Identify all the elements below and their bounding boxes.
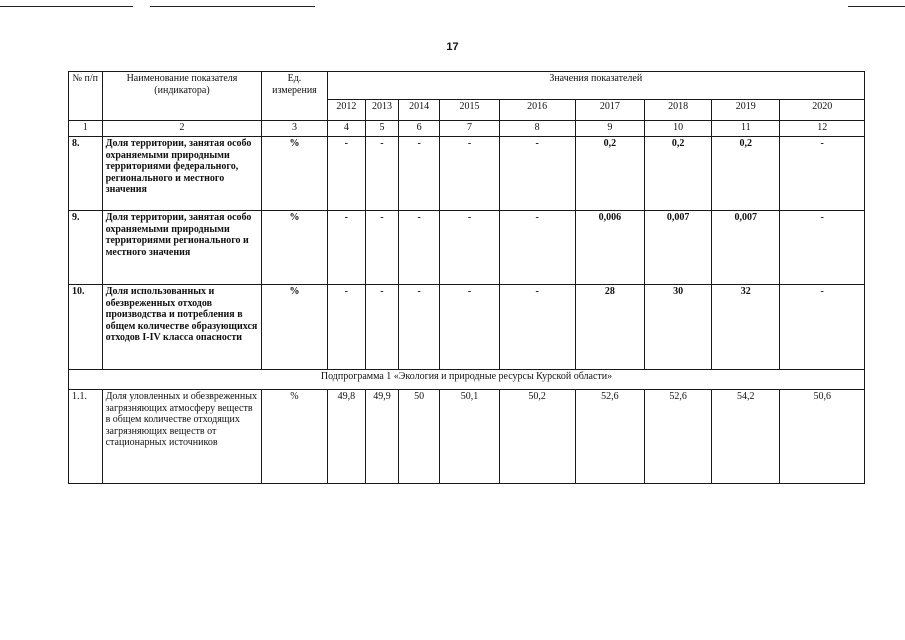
value-cell: - bbox=[366, 137, 399, 211]
header-number: № п/п bbox=[69, 72, 103, 121]
value-cell: 30 bbox=[645, 285, 712, 370]
year-2016: 2016 bbox=[499, 100, 575, 121]
year-2013: 2013 bbox=[366, 100, 399, 121]
scan-edge-line-top-mid bbox=[150, 6, 315, 7]
value-cell: - bbox=[440, 211, 499, 285]
column-index: 7 bbox=[440, 121, 499, 137]
column-index: 9 bbox=[575, 121, 644, 137]
value-cell: 54,2 bbox=[712, 390, 780, 484]
row-unit: % bbox=[262, 211, 327, 285]
column-index: 11 bbox=[712, 121, 780, 137]
row-number: 1.1. bbox=[69, 390, 103, 484]
value-cell: 52,6 bbox=[645, 390, 712, 484]
row-name: Доля территории, занятая особо охраняемыми природными территориями федерального, регионального и местного значения bbox=[102, 137, 262, 211]
value-cell: 32 bbox=[712, 285, 780, 370]
year-2015: 2015 bbox=[440, 100, 499, 121]
column-index-row bbox=[69, 121, 865, 137]
column-index: 5 bbox=[366, 121, 399, 137]
value-cell: - bbox=[327, 211, 366, 285]
row-unit: % bbox=[262, 390, 327, 484]
column-index: 4 bbox=[327, 121, 366, 137]
year-2019: 2019 bbox=[712, 100, 780, 121]
year-2018: 2018 bbox=[645, 100, 712, 121]
column-index: 3 bbox=[262, 121, 327, 137]
value-cell: - bbox=[398, 137, 440, 211]
year-2017: 2017 bbox=[575, 100, 644, 121]
value-cell: - bbox=[780, 211, 865, 285]
scan-edge-line-top-right bbox=[848, 6, 905, 7]
value-cell: - bbox=[366, 211, 399, 285]
column-index: 12 bbox=[780, 121, 865, 137]
value-cell: - bbox=[780, 285, 865, 370]
column-index: 6 bbox=[398, 121, 440, 137]
table-row bbox=[69, 390, 865, 484]
value-cell: 50,6 bbox=[780, 390, 865, 484]
year-2014: 2014 bbox=[398, 100, 440, 121]
value-cell: - bbox=[398, 285, 440, 370]
row-number: 9. bbox=[69, 211, 103, 285]
subprogram-title: Подпрограмма 1 «Экология и природные ресурсы Курской области» bbox=[69, 370, 865, 390]
value-cell: 50,2 bbox=[499, 390, 575, 484]
row-number: 10. bbox=[69, 285, 103, 370]
value-cell: - bbox=[780, 137, 865, 211]
value-cell: - bbox=[440, 285, 499, 370]
column-index: 1 bbox=[69, 121, 103, 137]
indicators-table bbox=[68, 71, 865, 484]
row-name: Доля уловленных и обезвреженных загрязняющих атмосферу веществ в общем количестве отходящих загрязняющих веществ от стационарных источников bbox=[102, 390, 262, 484]
table-row bbox=[69, 285, 865, 370]
value-cell: - bbox=[440, 137, 499, 211]
header-name: Наименование показателя (индикатора) bbox=[102, 72, 262, 121]
header-values: Значения показателей bbox=[327, 72, 864, 100]
value-cell: 49,8 bbox=[327, 390, 366, 484]
header-unit: Ед. измерения bbox=[262, 72, 327, 121]
value-cell: - bbox=[499, 211, 575, 285]
value-cell: - bbox=[398, 211, 440, 285]
row-unit: % bbox=[262, 137, 327, 211]
row-unit: % bbox=[262, 285, 327, 370]
value-cell: 52,6 bbox=[575, 390, 644, 484]
value-cell: 50 bbox=[398, 390, 440, 484]
value-cell: - bbox=[327, 137, 366, 211]
column-index: 10 bbox=[645, 121, 712, 137]
page-number: 17 bbox=[446, 41, 459, 53]
value-cell: - bbox=[327, 285, 366, 370]
scan-edge-line-top-left bbox=[0, 6, 133, 7]
value-cell: 50,1 bbox=[440, 390, 499, 484]
row-name: Доля территории, занятая особо охраняемыми природными территориями регионального и местного значения bbox=[102, 211, 262, 285]
value-cell: - bbox=[499, 285, 575, 370]
table-row bbox=[69, 211, 865, 285]
value-cell: 0,2 bbox=[575, 137, 644, 211]
value-cell: 49,9 bbox=[366, 390, 399, 484]
value-cell: 0,007 bbox=[645, 211, 712, 285]
row-name: Доля использованных и обезвреженных отходов производства и потребления в общем количестве образующихся отходов I-IV класса опасности bbox=[102, 285, 262, 370]
value-cell: 0,006 bbox=[575, 211, 644, 285]
table-row bbox=[69, 137, 865, 211]
column-index: 8 bbox=[499, 121, 575, 137]
value-cell: 0,2 bbox=[712, 137, 780, 211]
column-index: 2 bbox=[102, 121, 262, 137]
year-2012: 2012 bbox=[327, 100, 366, 121]
value-cell: 28 bbox=[575, 285, 644, 370]
value-cell: 0,2 bbox=[645, 137, 712, 211]
row-number: 8. bbox=[69, 137, 103, 211]
year-2020: 2020 bbox=[780, 100, 865, 121]
value-cell: 0,007 bbox=[712, 211, 780, 285]
value-cell: - bbox=[366, 285, 399, 370]
value-cell: - bbox=[499, 137, 575, 211]
